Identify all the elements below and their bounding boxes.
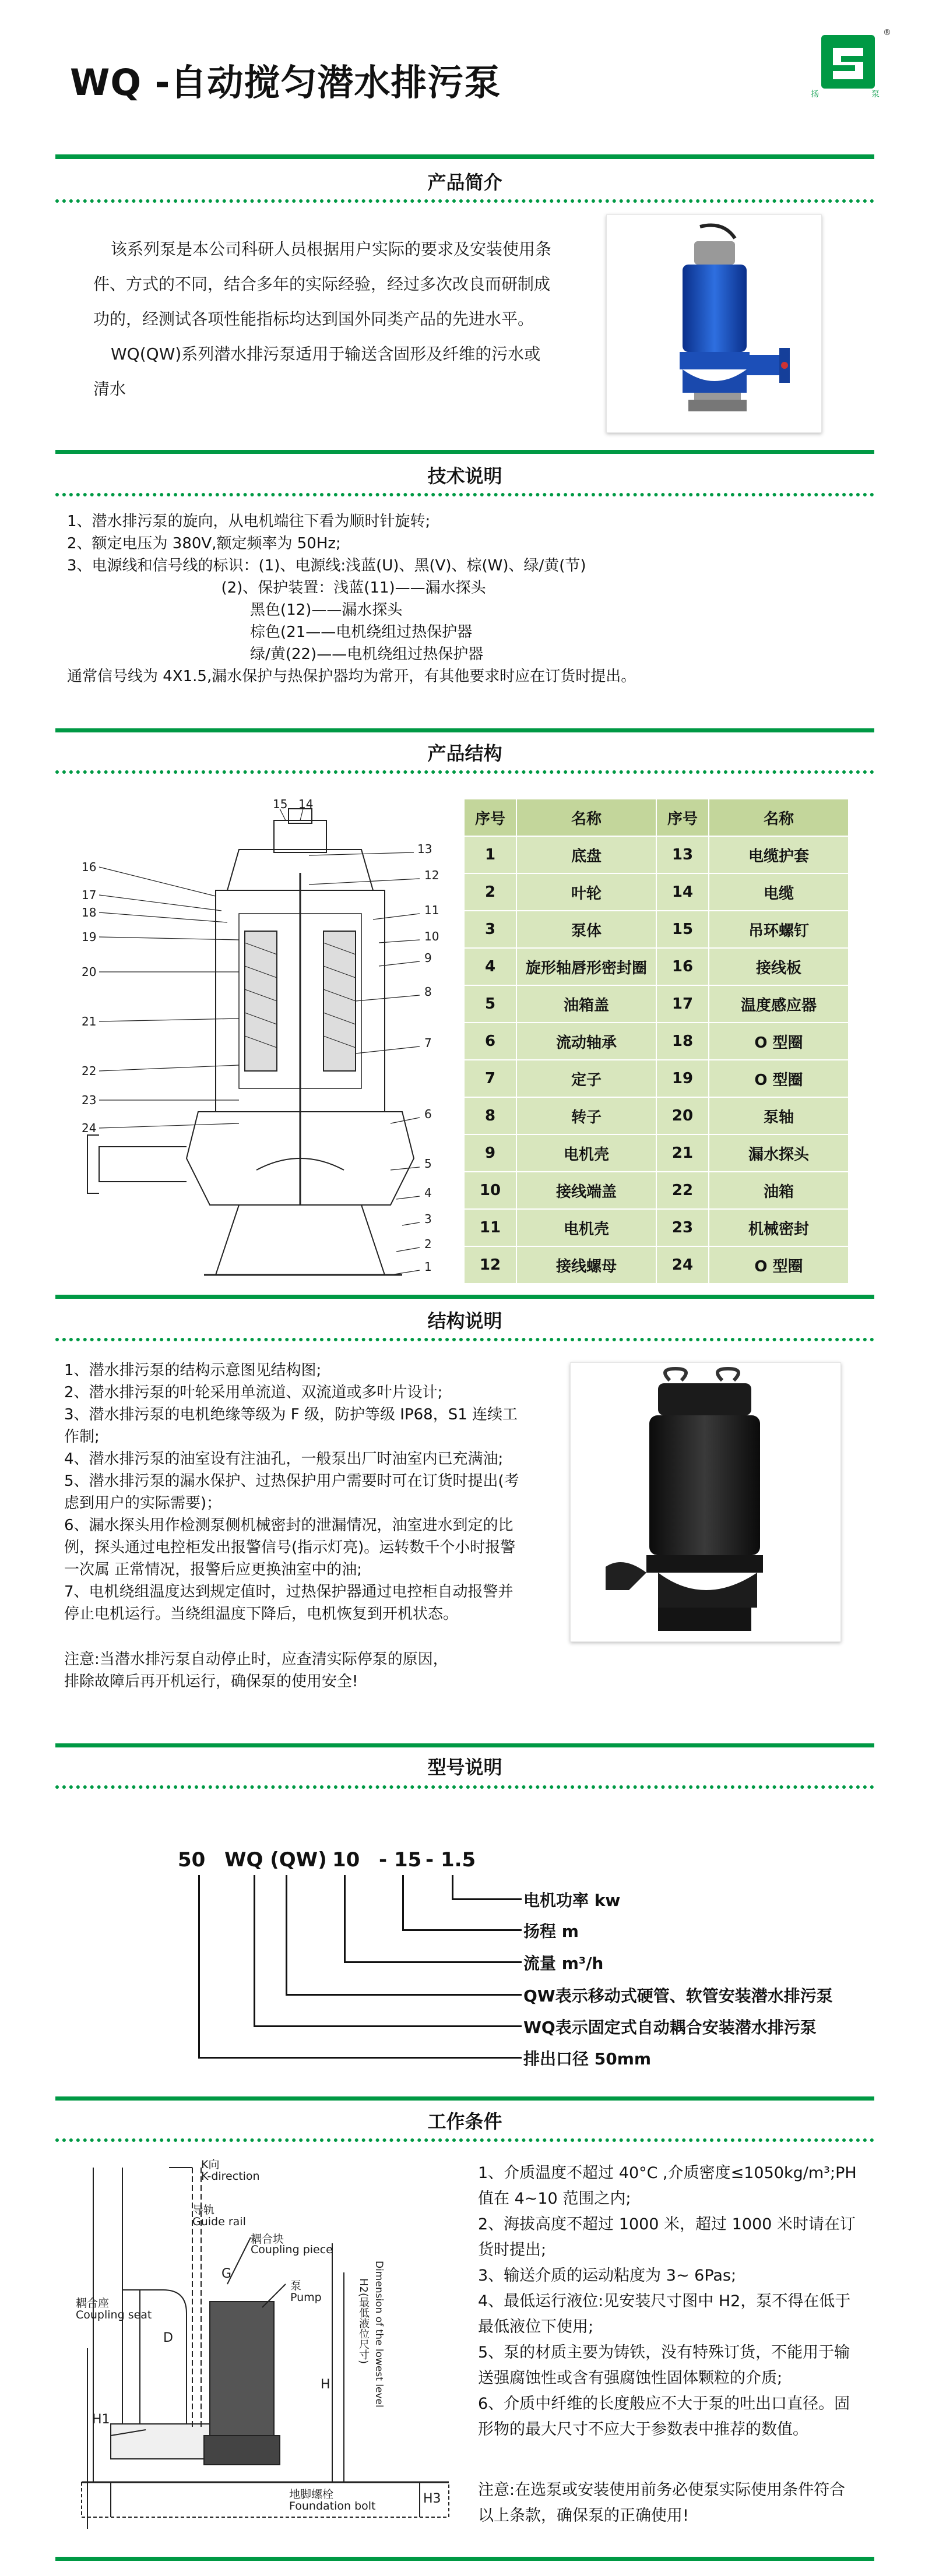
tech-line: 通常信号线为 4X1.5,漏水保护与热保护器均为常开，有其他要求时应在订货时提出。 [67,668,636,685]
table-cell: 3 [464,911,516,948]
label-coupling-seat-en: Coupling seat [76,2309,152,2321]
table-cell: 12 [464,1246,516,1284]
section-title-intro: 产品简介 [427,171,502,193]
desc-line: 例，探头通过电控柜发出报警信号(指示灯亮)。运转数千个小时报警 [64,1539,516,1556]
condition-line: 货时提出; [478,2241,547,2259]
table-cell: 吊环螺钉 [709,911,849,948]
table-row [464,836,849,873]
table-cell: O 型圈 [709,1246,849,1284]
legend-wq: WQ表示固定式自动耦合安装潜水排污泵 [523,2018,817,2037]
diagram-label: 23 [82,1093,97,1107]
diagram-label: 5 [424,1157,432,1171]
table-row [464,1172,849,1209]
table-cell: 1 [464,836,516,873]
table-cell: 油箱盖 [516,985,656,1023]
product-photo-blue-pump [606,214,822,433]
dotted-divider [55,493,874,496]
table-cell: 漏水探头 [709,1134,849,1172]
desc-line: 5、潜水排污泵的漏水保护、过热保护用户需要时可在订货时提出(考 [64,1472,519,1490]
condition-line: 最低液位下使用; [478,2318,594,2336]
logo-mark-icon [807,24,899,100]
condition-line: 1、介质温度不超过 40°C ,介质密度≤1050kg/m³;PH [478,2164,857,2182]
table-cell: 5 [464,985,516,1023]
tech-line: 棕色(21——电机绕组过热保护器 [67,623,473,641]
desc-line: 7、电机绕组温度达到规定值时，过热保护器通过电控柜自动报警并 [64,1583,514,1601]
table-header-row [464,799,849,836]
label-pump: 泵 [290,2279,302,2292]
note-line: 注意:当潜水排污泵自动停止时，应查清实际停泵的原因， [64,1651,448,1668]
diagram-label: 6 [424,1107,432,1121]
section-divider [55,1295,874,1299]
intro-line: 件、方式的不同，结合多年的实际经验，经过多次改良而研制成 [93,274,551,294]
page-title: WQ -自动搅匀潜水排污泵 [70,61,501,104]
table-cell: 13 [656,836,709,873]
table-cell: 23 [656,1209,709,1246]
label-G: G [221,2267,232,2281]
table-cell: 叶轮 [516,873,656,911]
header-cell: 名称 [709,799,849,836]
table-cell: O 型圈 [709,1023,849,1060]
table-row [464,1060,849,1097]
svg-text:®: ® [883,28,891,37]
diagram-label: 10 [424,929,439,943]
condition-note-line: 注意:在选泵或安装使用前务必使泵实际使用条件符合 [478,2481,846,2499]
model-code-wq: WQ (QW) [224,1848,327,1872]
section-divider [55,728,874,732]
diagram-label: 9 [424,951,432,965]
condition-line: 形物的最大尺寸不应大于参数表中推荐的数值。 [478,2420,808,2438]
model-code-head: - 15 [379,1848,422,1872]
dotted-divider [55,1785,874,1789]
desc-line: 1、潜水排污泵的结构示意图见结构图; [64,1362,322,1379]
section-title-tech: 技术说明 [427,465,502,487]
model-code-50: 50 [178,1848,206,1872]
table-row [464,1246,849,1284]
svg-text:泵: 泵 [871,90,880,99]
desc-line: 4、潜水排污泵的油室设有注油孔，一般泵出厂时油室内已充满油; [64,1450,504,1468]
desc-line: 6、漏水探头用作检测泵侧机械密封的泄漏情况，油室进水到定的比 [64,1517,514,1534]
legend-qw: QW表示移动式硬管、软管安装潜水排污泵 [523,1986,833,2006]
table-cell: 9 [464,1134,516,1172]
table-cell: 6 [464,1023,516,1060]
conditions-text [478,2161,874,2529]
table-cell: 15 [656,911,709,948]
header-cell: 序号 [464,799,516,836]
label-H3: H3 [423,2492,441,2506]
table-cell: 机械密封 [709,1209,849,1246]
table-cell: 21 [656,1134,709,1172]
label-guide-rail: 导轨 [192,2204,215,2216]
diagram-label: 22 [82,1064,97,1078]
table-cell: 定子 [516,1060,656,1097]
table-cell: 2 [464,873,516,911]
diagram-label: 18 [82,905,97,919]
desc-line: 虑到用户的实际需要)； [64,1495,222,1512]
header-cell: 名称 [516,799,656,836]
diagram-label: 14 [298,797,314,811]
table-cell: 17 [656,985,709,1023]
label-coupling-piece: 耦合块 [251,2233,284,2246]
table-cell: 电机壳 [516,1134,656,1172]
label-k-direction: K向 [201,2158,220,2171]
condition-line: 3、输送介质的运动粘度为 3~ 6Pas; [478,2267,737,2285]
label-H1: H1 [92,2412,110,2427]
condition-line: 4、最低运行液位:见安装尺寸图中 H2，泵不得在低于 [478,2292,851,2310]
diagram-label: 8 [424,985,432,999]
label-H: H [321,2377,330,2392]
parts-table [463,798,849,1284]
table-cell: 泵体 [516,911,656,948]
table-cell: 电机壳 [516,1209,656,1246]
table-cell: 10 [464,1172,516,1209]
section-divider [55,450,874,454]
diagram-label: 11 [424,903,439,917]
desc-line: 作制; [64,1428,100,1446]
table-cell: 流动轴承 [516,1023,656,1060]
label-foundation-bolt: 地脚螺栓 [289,2488,334,2501]
intro-line: 该系列泵是本公司科研人员根据用户实际的要求及安装使用条 [111,239,552,259]
diagram-label: 21 [82,1014,97,1028]
header-cell: 序号 [656,799,709,836]
table-cell: 电缆护套 [709,836,849,873]
table-row [464,985,849,1023]
desc-line: 一次属 正常情况，报警后应更换油室中的油; [64,1561,363,1578]
table-row [464,1209,849,1246]
legend-power: 电机功率 kw [523,1891,621,1910]
label-lowest-level-en: Dimension of the lowest level [373,2261,385,2408]
structure-diagram [64,797,449,1292]
table-row [464,1134,849,1172]
table-cell: 泵轴 [709,1097,849,1134]
table-cell: 16 [656,948,709,985]
label-foundation-bolt-en: Foundation bolt [289,2500,376,2512]
table-cell: 20 [656,1097,709,1134]
diagram-label: 17 [82,888,97,902]
tech-line: 黑色(12)——漏水探头 [67,601,403,619]
condition-note-line: 以上条款，确保泵的正确使用! [478,2507,689,2525]
section-title-structure: 产品结构 [427,742,502,764]
table-cell: 24 [656,1246,709,1284]
note-line: 排除故障后再开机运行，确保泵的使用安全! [64,1673,358,1690]
table-cell: O 型圈 [709,1060,849,1097]
diagram-label: 1 [424,1260,432,1274]
table-cell: 接线螺母 [516,1246,656,1284]
table-cell: 电缆 [709,873,849,911]
condition-line: 2、海拔高度不超过 1000 米，超过 1000 米时请在订 [478,2215,856,2233]
diagram-label: 20 [82,965,97,979]
label-coupling-seat: 耦合座 [76,2297,110,2310]
intro-line: 清水 [93,379,126,399]
table-cell: 18 [656,1023,709,1060]
condition-line: 5、泵的材质主要为铸铁，没有特殊订货，不能用于输 [478,2344,850,2362]
struct-desc-text [64,1359,565,1693]
diagram-label: 12 [424,868,439,882]
table-cell: 接线端盖 [516,1172,656,1209]
product-photo-black-pump [570,1362,841,1642]
tech-text [67,510,871,688]
blue-pump-icon [607,215,821,432]
legend-outlet: 排出口径 50mm [523,2049,652,2068]
tech-line: 3、电源线和信号线的标识：(1)、电源线:浅蓝(U)、黑(V)、棕(W)、绿/黄(节) [67,557,586,575]
dotted-divider [55,770,874,774]
diagram-label: 4 [424,1186,432,1200]
intro-line: WQ(QW)系列潜水排污泵适用于输送含固形及纤维的污水或 [111,344,541,364]
diagram-label: 3 [424,1212,432,1226]
table-cell: 7 [464,1060,516,1097]
section-title-conditions: 工作条件 [427,2110,502,2133]
top-divider [55,154,874,159]
table-cell: 温度感应器 [709,985,849,1023]
condition-line: 值在 4~10 范围之内; [478,2190,631,2208]
legend-flow: 流量 m³/h [523,1954,604,1973]
tech-line: 绿/黄(22)——电机绕组过热保护器 [67,646,484,663]
section-divider [55,2096,874,2101]
table-cell: 14 [656,873,709,911]
section-divider [55,1743,874,1747]
desc-line: 2、潜水排污泵的叶轮采用单流道、双流道或多叶片设计; [64,1384,443,1401]
label-D: D [163,2331,173,2345]
bottom-divider [55,2557,874,2561]
table-cell: 19 [656,1060,709,1097]
table-cell: 接线板 [709,948,849,985]
installation-diagram [76,2156,472,2540]
installation-drawing-icon [76,2156,472,2540]
table-cell: 旋形轴唇形密封圈 [516,948,656,985]
diagram-label: 7 [424,1036,432,1050]
desc-line: 停止电机运行。当绕组温度下降后，电机恢复到开机状态。 [64,1605,459,1623]
label-coupling-piece-en: Coupling piece [251,2243,333,2256]
diagram-label: 19 [82,930,97,944]
diagram-label: 2 [424,1237,432,1251]
dotted-divider [55,1338,874,1341]
condition-line: 送强腐蚀性或含有强腐蚀性固体颗粒的介质; [478,2369,783,2387]
tech-line: 1、潜水排污泵的旋向，从电机端往下看为顺时针旋转; [67,513,431,530]
section-title-struct-desc: 结构说明 [427,1310,502,1332]
table-cell: 4 [464,948,516,985]
diagram-label: 24 [82,1121,97,1135]
table-row [464,1023,849,1060]
pump-cross-section-icon [64,797,449,1292]
tech-line: (2)、保护装置：浅蓝(11)——漏水探头 [67,579,486,597]
model-code-power: - 1.5 [425,1848,476,1872]
diagram-label: 16 [82,860,97,874]
company-logo [807,24,899,100]
table-cell: 8 [464,1097,516,1134]
svg-text:扬: 扬 [811,90,819,99]
table-cell: 油箱 [709,1172,849,1209]
label-pump-en: Pump [290,2291,322,2304]
table-cell: 底盘 [516,836,656,873]
label-lowest-level: H2(最低液位尺寸) [357,2278,370,2364]
section-title-model: 型号说明 [427,1756,502,1778]
intro-text [93,232,618,407]
table-cell: 22 [656,1172,709,1209]
table-cell: 转子 [516,1097,656,1134]
dotted-divider [55,199,874,203]
model-code-flow: 10 [332,1848,360,1872]
table-row [464,1097,849,1134]
condition-line: 6、介质中纤维的长度般应不大于泵的吐出口直径。固 [478,2395,850,2413]
table-cell: 11 [464,1209,516,1246]
label-k-direction-en: K-direction [201,2170,260,2183]
diagram-label: 13 [417,842,432,856]
table-row [464,873,849,911]
intro-line: 功的，经测试各项性能指标均达到国外同类产品的先进水平。 [93,309,534,329]
legend-head: 扬程 m [523,1922,579,1941]
dotted-divider [55,2138,874,2142]
diagram-label: 15 [273,797,288,811]
desc-line: 3、潜水排污泵的电机绝缘等级为 F 级，防护等级 IP68，S1 连续工 [64,1406,518,1423]
black-pump-icon [571,1363,840,1641]
table-row [464,948,849,985]
table-row [464,911,849,948]
tech-line: 2、额定电压为 380V,额定频率为 50Hz; [67,535,341,552]
label-guide-rail-en: Guide rail [192,2215,246,2228]
